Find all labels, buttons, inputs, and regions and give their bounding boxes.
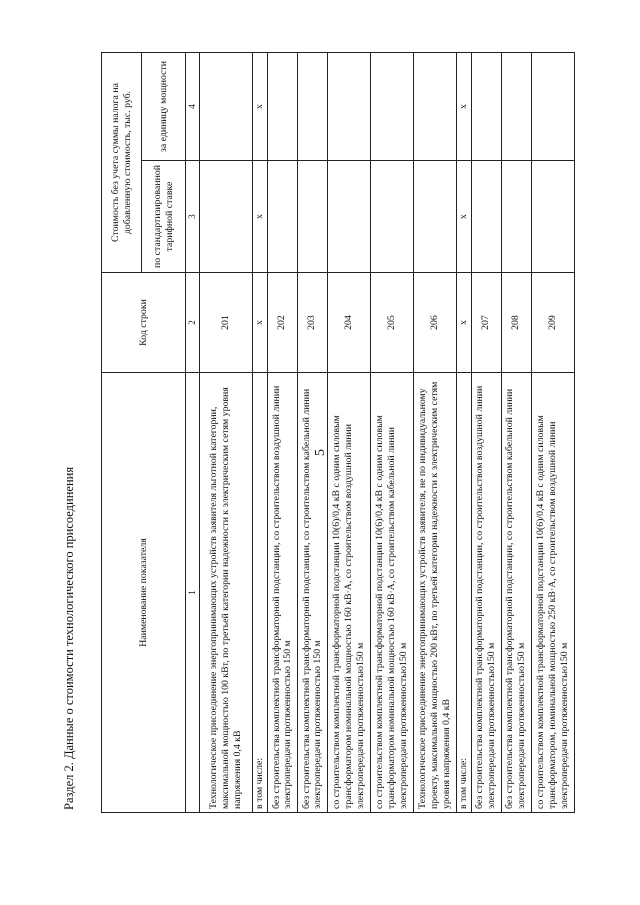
row-cost-tariff: x	[253, 161, 268, 273]
table-row	[413, 52, 456, 812]
header-cost-unit: за единицу мощности	[142, 52, 186, 160]
column-number: 2	[186, 273, 200, 373]
row-name: со строительством комплектной трансформаторной подстанции 10(6)/0,4 кВ с одним силовым трансформатором номинальной мощностью 160 кВ·А, со строительством кабельной линии электропередачи протяженностью150 м	[370, 373, 413, 813]
header-cost-tariff: по стандартизированной тарифной ставке	[142, 161, 186, 273]
row-code: 202	[267, 273, 297, 373]
row-cost-tariff: x	[456, 161, 471, 273]
row-name: в том числе:	[253, 373, 268, 813]
row-cost-unit	[471, 52, 501, 160]
row-cost-tariff	[267, 161, 297, 273]
row-cost-unit	[267, 52, 297, 160]
row-cost-tariff	[413, 161, 456, 273]
row-cost-unit	[327, 52, 370, 160]
table-row	[370, 52, 413, 812]
row-cost-unit: x	[253, 52, 268, 160]
row-cost-unit: x	[456, 52, 471, 160]
header-code: Код строки	[102, 273, 186, 373]
row-cost-tariff	[501, 161, 531, 273]
table-row	[253, 52, 268, 812]
table-row	[267, 52, 297, 812]
row-name: без строительства комплектной трансформаторной подстанции, со строительством воздушной линии электропередачи протяженностью150 м	[471, 373, 501, 813]
row-code: x	[253, 273, 268, 373]
row-cost-tariff	[327, 161, 370, 273]
table-row	[297, 52, 327, 812]
cost-table	[101, 52, 575, 813]
row-name: без строительства комплектной трансформаторной подстанции, со строительством кабельной линии электропередачи протяженностью 150 м	[297, 373, 327, 813]
row-name: без строительства комплектной трансформаторной подстанции, со строительством воздушной линии электропередачи протяженностью 150 м	[267, 373, 297, 813]
row-name: в том числе:	[456, 373, 471, 813]
row-code: 207	[471, 273, 501, 373]
column-number: 1	[186, 373, 200, 813]
row-code: x	[456, 273, 471, 373]
row-cost-unit	[413, 52, 456, 160]
row-cost-tariff	[200, 161, 253, 273]
row-code: 206	[413, 273, 456, 373]
row-cost-unit	[200, 52, 253, 160]
row-cost-unit	[370, 52, 413, 160]
row-code: 204	[327, 273, 370, 373]
section-title: Раздел 2. Данные о стоимости технологического присоединения	[62, 466, 76, 810]
page-number: 5	[313, 449, 328, 456]
table-row	[456, 52, 471, 812]
row-code: 205	[370, 273, 413, 373]
table-row	[327, 52, 370, 812]
row-cost-tariff	[370, 161, 413, 273]
row-name: со строительством комплектной трансформаторной подстанции 10(6)/0,4 кВ с одним силовым трансформатором, номинальной мощностью 250 кВ·А, со строительством воздушной линии электропередачи протяженностью150 м	[531, 373, 574, 813]
row-cost-tariff	[531, 161, 574, 273]
row-cost-tariff	[471, 161, 501, 273]
column-number: 4	[186, 52, 200, 160]
row-name: Технологическое присоединение энергопринимающих устройств заявителя льготной категории, максимальной мощностью 100 кВт, по третьей категории надежности к электрическим сетям уровня напряжения 0,4 кВ	[200, 373, 253, 813]
header-cost-group: Стоимость без учета суммы налога на добавленную стоимость, тыс. руб.	[102, 52, 142, 272]
row-code: 209	[531, 273, 574, 373]
row-code: 208	[501, 273, 531, 373]
header-name: Наименование показателя	[102, 373, 186, 813]
table-row	[531, 52, 574, 812]
row-cost-tariff	[297, 161, 327, 273]
row-cost-unit	[501, 52, 531, 160]
row-code: 203	[297, 273, 327, 373]
row-cost-unit	[531, 52, 574, 160]
column-number: 3	[186, 161, 200, 273]
table-row	[471, 52, 501, 812]
row-name: без строительства комплектной трансформаторной подстанции, со строительством кабельной линии электропередачи протяженностью150 м	[501, 373, 531, 813]
row-code: 201	[200, 273, 253, 373]
row-cost-unit	[297, 52, 327, 160]
row-name: со строительством комплектной трансформаторной подстанции 10(6)/0,4 кВ с одним силовым трансформатором номинальной мощностью 160 кВ·А, со строительством воздушной линии электропередачи протяженностью150 м	[327, 373, 370, 813]
row-name: Технологическое присоединение энергопринимающих устройств заявителя, не по индивидуальному проекту, максимальной мощностью 200 кВт, по третьей категории надежности к электрическим сетям уровня напряжения 0,4 кВ	[413, 373, 456, 813]
table-row	[200, 52, 253, 812]
table-row	[501, 52, 531, 812]
